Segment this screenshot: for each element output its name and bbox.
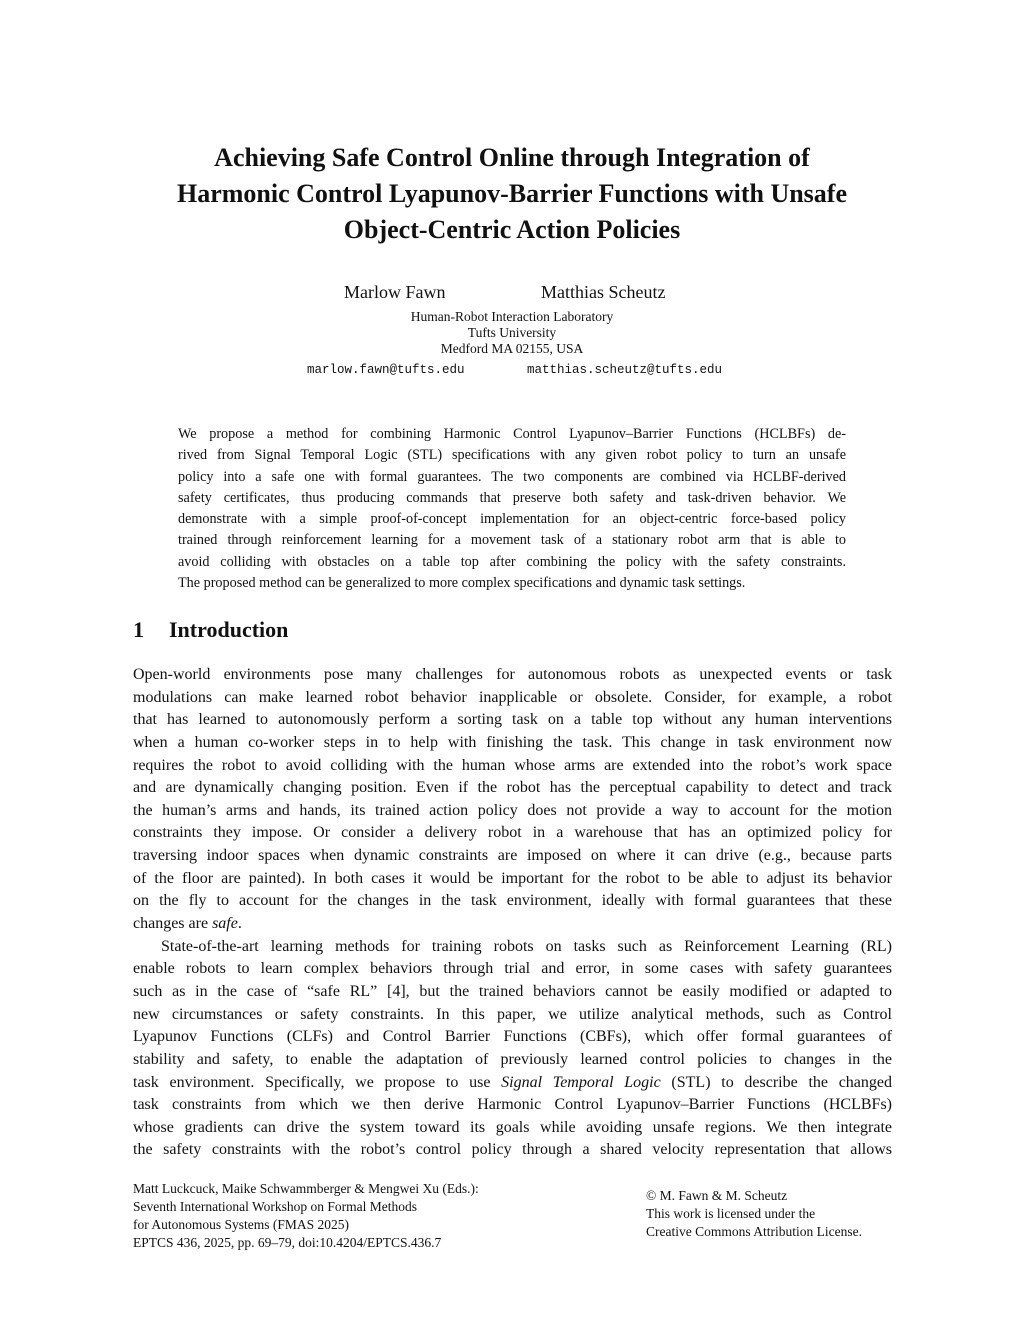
emphasis: Signal Temporal Logic bbox=[501, 1073, 661, 1091]
abstract-line: avoid colliding with obstacles on a table top after combining the policy with the safety constraints. bbox=[178, 553, 846, 570]
footer-line: Seventh International Workshop on Formal Methods bbox=[133, 1199, 418, 1214]
license-info bbox=[646, 1187, 862, 1241]
abstract-line: policy into a safe one with formal guarantees. The two components are combined via HCLBF-derived bbox=[178, 468, 846, 485]
affiliation-line: Human-Robot Interaction Laboratory bbox=[410, 309, 614, 324]
text-line: and are dynamically changing position. Even if the robot has the perceptual capability to detect and track bbox=[133, 779, 892, 797]
text-line: new circumstances or safety constraints. In this paper, we utilize analytical methods, such as Control bbox=[133, 1005, 892, 1023]
text-line: the safety constraints with the robot’s control policy through a shared velocity representation that allows bbox=[133, 1141, 892, 1159]
abstract-line: trained through reinforcement learning for a movement task of a stationary robot arm that is able to bbox=[178, 532, 846, 549]
footer-line: EPTCS 436, 2025, pp. 69–79, doi:10.4204/EPTCS.436.7 bbox=[133, 1235, 442, 1250]
author-name: Marlow Fawn bbox=[344, 282, 446, 302]
abstract-line: The proposed method can be generalized to more complex specifications and dynamic task settings. bbox=[178, 575, 746, 592]
publication-info bbox=[133, 1180, 479, 1252]
section-number: 1 bbox=[133, 617, 144, 642]
affiliation bbox=[312, 309, 712, 357]
section-title: Introduction bbox=[169, 617, 289, 642]
text-line: of the floor are painted). In both cases it would be important for the robot to be able to adjust its behavior bbox=[133, 869, 892, 887]
abstract-line: We propose a method for combining Harmonic Control Lyapunov–Barrier Functions (HCLBFs) de- bbox=[178, 426, 846, 442]
text-line: Lyapunov Functions (CLFs) and Control Barrier Functions (CBFs), which offer formal guarantees of bbox=[133, 1028, 892, 1046]
text-line: that has learned to autonomously perform a sorting task on a table top without any human interventions bbox=[133, 711, 892, 729]
text-line: stability and safety, to enable the adaptation of previously learned control policies to changes in the bbox=[133, 1050, 892, 1068]
author-email: marlow.fawn@tufts.edu bbox=[307, 363, 465, 377]
paper-title bbox=[100, 140, 924, 248]
text-line: whose gradients can drive the system toward its goals while avoiding unsafe regions. We then integrate bbox=[133, 1118, 892, 1136]
text-line: requires the robot to avoid colliding with the human whose arms are extended into the robot’s work space bbox=[133, 756, 892, 774]
footer-line: Creative Commons Attribution License. bbox=[646, 1224, 862, 1239]
text-line: traversing indoor spaces when dynamic constraints are imposed on where it can drive (e.g., because parts bbox=[133, 847, 892, 865]
text-line: modulations can make learned robot behavior inapplicable or obsolete. Consider, for example, a robot bbox=[133, 688, 892, 706]
text-run: changes are bbox=[133, 915, 213, 933]
affiliation-line: Tufts University bbox=[467, 325, 557, 340]
abstract-line: demonstrate with a simple proof-of-concept implementation for an object-centric force-based policy bbox=[178, 511, 846, 528]
text-line bbox=[133, 913, 892, 936]
title-line: Achieving Safe Control Online through Integration of bbox=[214, 143, 810, 172]
abstract bbox=[178, 424, 846, 594]
text-run: task environment. Specifically, we propose to use bbox=[133, 1073, 502, 1091]
footer-line: Matt Luckcuck, Maike Schwammberger & Mengwei Xu (Eds.): bbox=[133, 1181, 479, 1196]
footer-line: for Autonomous Systems (FMAS 2025) bbox=[133, 1217, 350, 1232]
text-line: on the fly to account for the changes in the task environment, ideally with formal guarantees that these bbox=[133, 892, 892, 910]
footer-line: © M. Fawn & M. Scheutz bbox=[646, 1188, 788, 1203]
text-line: such as in the case of “safe RL” [4], but the trained behaviors cannot be easily modified or adapted to bbox=[133, 982, 892, 1000]
text-run: (STL) to describe the changed bbox=[660, 1073, 892, 1091]
text-line: when a human co-worker steps in to help with finishing the task. This change in task environment now bbox=[133, 733, 892, 751]
affiliation-line: Medford MA 02155, USA bbox=[440, 341, 584, 356]
emphasis: safe bbox=[212, 915, 238, 933]
title-line: Harmonic Control Lyapunov-Barrier Functions with Unsafe bbox=[176, 179, 847, 208]
text-line: the human’s arms and hands, its trained action policy does not provide a way to account for the motion bbox=[133, 801, 892, 819]
text-line: constraints they impose. Or consider a delivery robot in a warehouse that has an optimized policy for bbox=[133, 824, 892, 842]
title-line: Object-Centric Action Policies bbox=[343, 215, 681, 244]
text-line bbox=[133, 1072, 892, 1095]
abstract-line: rived from Signal Temporal Logic (STL) specifications with any given robot policy to turn an unsafe bbox=[178, 447, 846, 464]
abstract-line: safety certificates, thus producing commands that preserve both safety and task-driven behavior. We bbox=[178, 489, 846, 506]
text-line: enable robots to learn complex behaviors through trial and error, in some cases with safety guarantees bbox=[133, 960, 892, 978]
section-heading bbox=[133, 617, 288, 643]
text-line: State-of-the-art learning methods for training robots on tasks such as Reinforcement Learning (RL) bbox=[161, 937, 892, 955]
author-email: matthias.scheutz@tufts.edu bbox=[527, 363, 723, 377]
author-name: Matthias Scheutz bbox=[541, 282, 666, 302]
text-line: Open-world environments pose many challenges for autonomous robots as unexpected events or task bbox=[133, 666, 892, 683]
text-run: . bbox=[237, 915, 242, 933]
footer-line: This work is licensed under the bbox=[646, 1206, 816, 1221]
body-text bbox=[133, 664, 892, 1162]
text-line: task constraints from which we then derive Harmonic Control Lyapunov–Barrier Functions (HCLBFs) bbox=[133, 1096, 892, 1114]
